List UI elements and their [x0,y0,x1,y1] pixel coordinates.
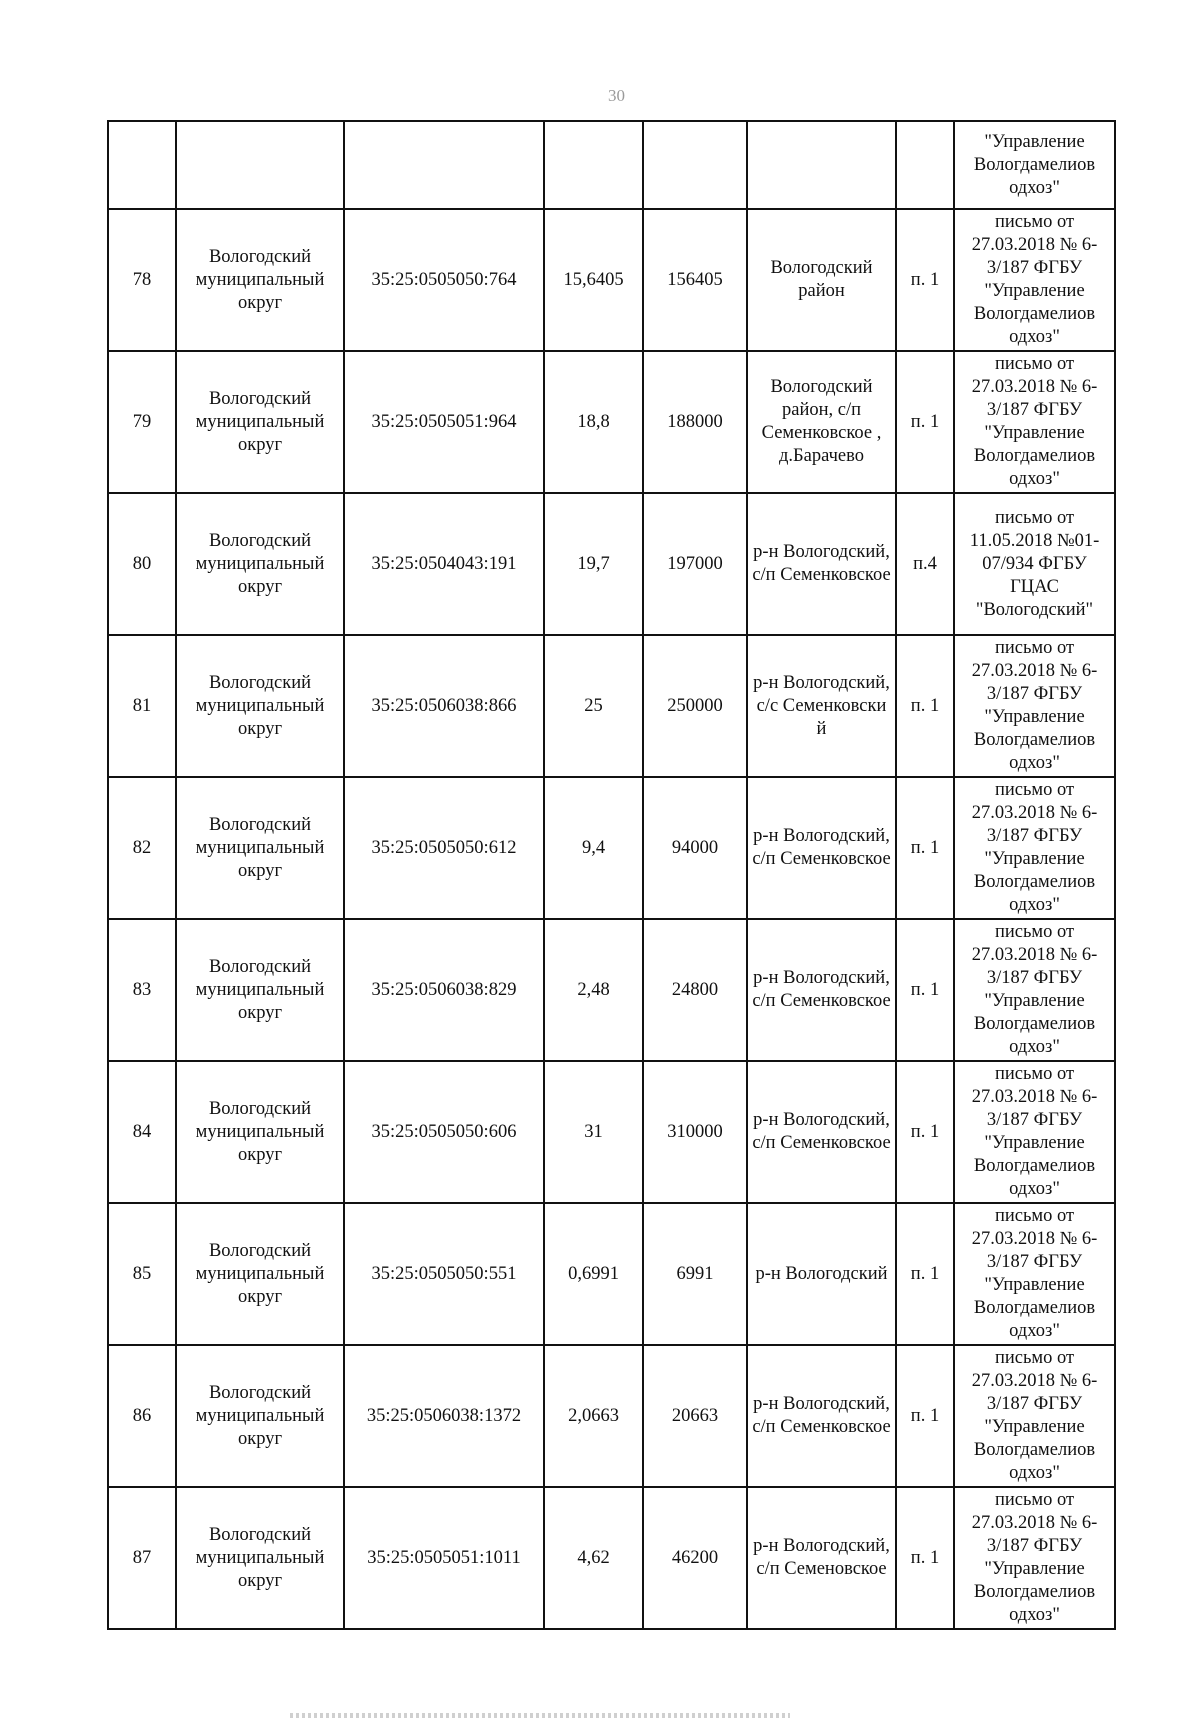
cell-source: "Управление Вологдамелиов одхоз" [954,121,1115,209]
cell-area-m2 [643,121,747,209]
cell-area-ha: 0,6991 [544,1203,643,1345]
cell-area-m2: 94000 [643,777,747,919]
cell-source: письмо от 27.03.2018 № 6-3/187 ФГБУ "Управление Вологдамелиов одхоз" [954,351,1115,493]
cell-cadastral: 35:25:0506038:829 [344,919,544,1061]
cell-municipality: Вологодский муниципальный округ [176,1345,344,1487]
cell-source: письмо от 27.03.2018 № 6-3/187 ФГБУ "Управление Вологдамелиов одхоз" [954,1061,1115,1203]
cell-cadastral: 35:25:0505050:606 [344,1061,544,1203]
cell-area-ha: 18,8 [544,351,643,493]
table-row [108,919,1115,1061]
cell-area-ha: 4,62 [544,1487,643,1629]
cell-municipality: Вологодский муниципальный округ [176,1203,344,1345]
cell-cadastral: 35:25:0505050:551 [344,1203,544,1345]
cell-num: 86 [108,1345,176,1487]
cell-clause: п. 1 [896,777,954,919]
cell-clause: п.4 [896,493,954,635]
cell-municipality: Вологодский муниципальный округ [176,777,344,919]
cell-source: письмо от 27.03.2018 № 6-3/187 ФГБУ "Управление Вологдамелиов одхоз" [954,635,1115,777]
cell-area-ha: 2,0663 [544,1345,643,1487]
cell-num: 84 [108,1061,176,1203]
cell-area-m2: 188000 [643,351,747,493]
cell-location: р-н Вологодский [747,1203,896,1345]
cell-cadastral: 35:25:0506038:1372 [344,1345,544,1487]
cell-source: письмо от 27.03.2018 № 6-3/187 ФГБУ "Управление Вологдамелиов одхоз" [954,1345,1115,1487]
table-body [108,121,1115,1629]
cell-area-m2: 156405 [643,209,747,351]
cell-source: письмо от 27.03.2018 № 6-3/187 ФГБУ "Управление Вологдамелиов одхоз" [954,1487,1115,1629]
cell-area-m2: 250000 [643,635,747,777]
cell-num: 85 [108,1203,176,1345]
cell-clause [896,121,954,209]
cell-municipality: Вологодский муниципальный округ [176,1061,344,1203]
cell-source: письмо от 27.03.2018 № 6-3/187 ФГБУ "Управление Вологдамелиов одхоз" [954,777,1115,919]
cell-clause: п. 1 [896,635,954,777]
cell-location: р-н Вологодский, с/п Семенковское [747,493,896,635]
cell-location: р-н Вологодский, с/п Семенковское [747,1061,896,1203]
cell-municipality [176,121,344,209]
cell-area-ha: 2,48 [544,919,643,1061]
cell-location: Вологодский район [747,209,896,351]
table-row [108,209,1115,351]
cell-area-m2: 197000 [643,493,747,635]
table-row [108,351,1115,493]
cell-area-m2: 6991 [643,1203,747,1345]
cell-municipality: Вологодский муниципальный округ [176,493,344,635]
cell-area-m2: 20663 [643,1345,747,1487]
cell-clause: п. 1 [896,919,954,1061]
table-row [108,1487,1115,1629]
cell-location [747,121,896,209]
cell-location: р-н Вологодский, с/п Семенковское [747,777,896,919]
cell-municipality: Вологодский муниципальный округ [176,351,344,493]
cell-num: 82 [108,777,176,919]
cell-location: р-н Вологодский, с/п Семенковское [747,1345,896,1487]
table-row [108,1345,1115,1487]
cell-area-m2: 310000 [643,1061,747,1203]
cell-area-ha [544,121,643,209]
cell-num: 83 [108,919,176,1061]
cell-municipality: Вологодский муниципальный округ [176,919,344,1061]
cell-cadastral [344,121,544,209]
cell-clause: п. 1 [896,1487,954,1629]
cell-area-ha: 19,7 [544,493,643,635]
land-plots-table [107,120,1116,1630]
table-row-continued [108,121,1115,209]
cell-num: 87 [108,1487,176,1629]
cell-cadastral: 35:25:0505051:1011 [344,1487,544,1629]
cell-area-ha: 9,4 [544,777,643,919]
cell-cadastral: 35:25:0504043:191 [344,493,544,635]
cell-clause: п. 1 [896,209,954,351]
cell-num: 80 [108,493,176,635]
cell-municipality: Вологодский муниципальный округ [176,635,344,777]
cell-clause: п. 1 [896,1345,954,1487]
table-row [108,1203,1115,1345]
cell-source: письмо от 27.03.2018 № 6-3/187 ФГБУ "Управление Вологдамелиов одхоз" [954,1203,1115,1345]
page-number: 30 [608,86,625,105]
cell-num: 79 [108,351,176,493]
cell-clause: п. 1 [896,1203,954,1345]
cell-cadastral: 35:25:0505050:612 [344,777,544,919]
cell-source: письмо от 27.03.2018 № 6-3/187 ФГБУ "Управление Вологдамелиов одхоз" [954,919,1115,1061]
cell-area-ha: 15,6405 [544,209,643,351]
cell-location: р-н Вологодский, с/п Семенковское [747,919,896,1061]
table-row [108,1061,1115,1203]
cell-location: р-н Вологодский, с/п Семеновское [747,1487,896,1629]
cell-municipality: Вологодский муниципальный округ [176,209,344,351]
cell-area-ha: 25 [544,635,643,777]
cell-area-m2: 24800 [643,919,747,1061]
cell-source: письмо от 11.05.2018 №01-07/934 ФГБУ ГЦАС "Вологодский" [954,493,1115,635]
table-row [108,493,1115,635]
cell-area-m2: 46200 [643,1487,747,1629]
scan-artifact [290,1713,790,1718]
cell-num: 81 [108,635,176,777]
table-row [108,777,1115,919]
cell-num [108,121,176,209]
cell-area-ha: 31 [544,1061,643,1203]
cell-clause: п. 1 [896,1061,954,1203]
cell-location: Вологодский район, с/п Семенковское , д.Барачево [747,351,896,493]
cell-municipality: Вологодский муниципальный округ [176,1487,344,1629]
cell-num: 78 [108,209,176,351]
table-row [108,635,1115,777]
cell-location: р-н Вологодский, с/с Семенковски й [747,635,896,777]
cell-cadastral: 35:25:0506038:866 [344,635,544,777]
cell-cadastral: 35:25:0505051:964 [344,351,544,493]
cell-cadastral: 35:25:0505050:764 [344,209,544,351]
cell-source: письмо от 27.03.2018 № 6-3/187 ФГБУ "Управление Вологдамелиов одхоз" [954,209,1115,351]
cell-clause: п. 1 [896,351,954,493]
